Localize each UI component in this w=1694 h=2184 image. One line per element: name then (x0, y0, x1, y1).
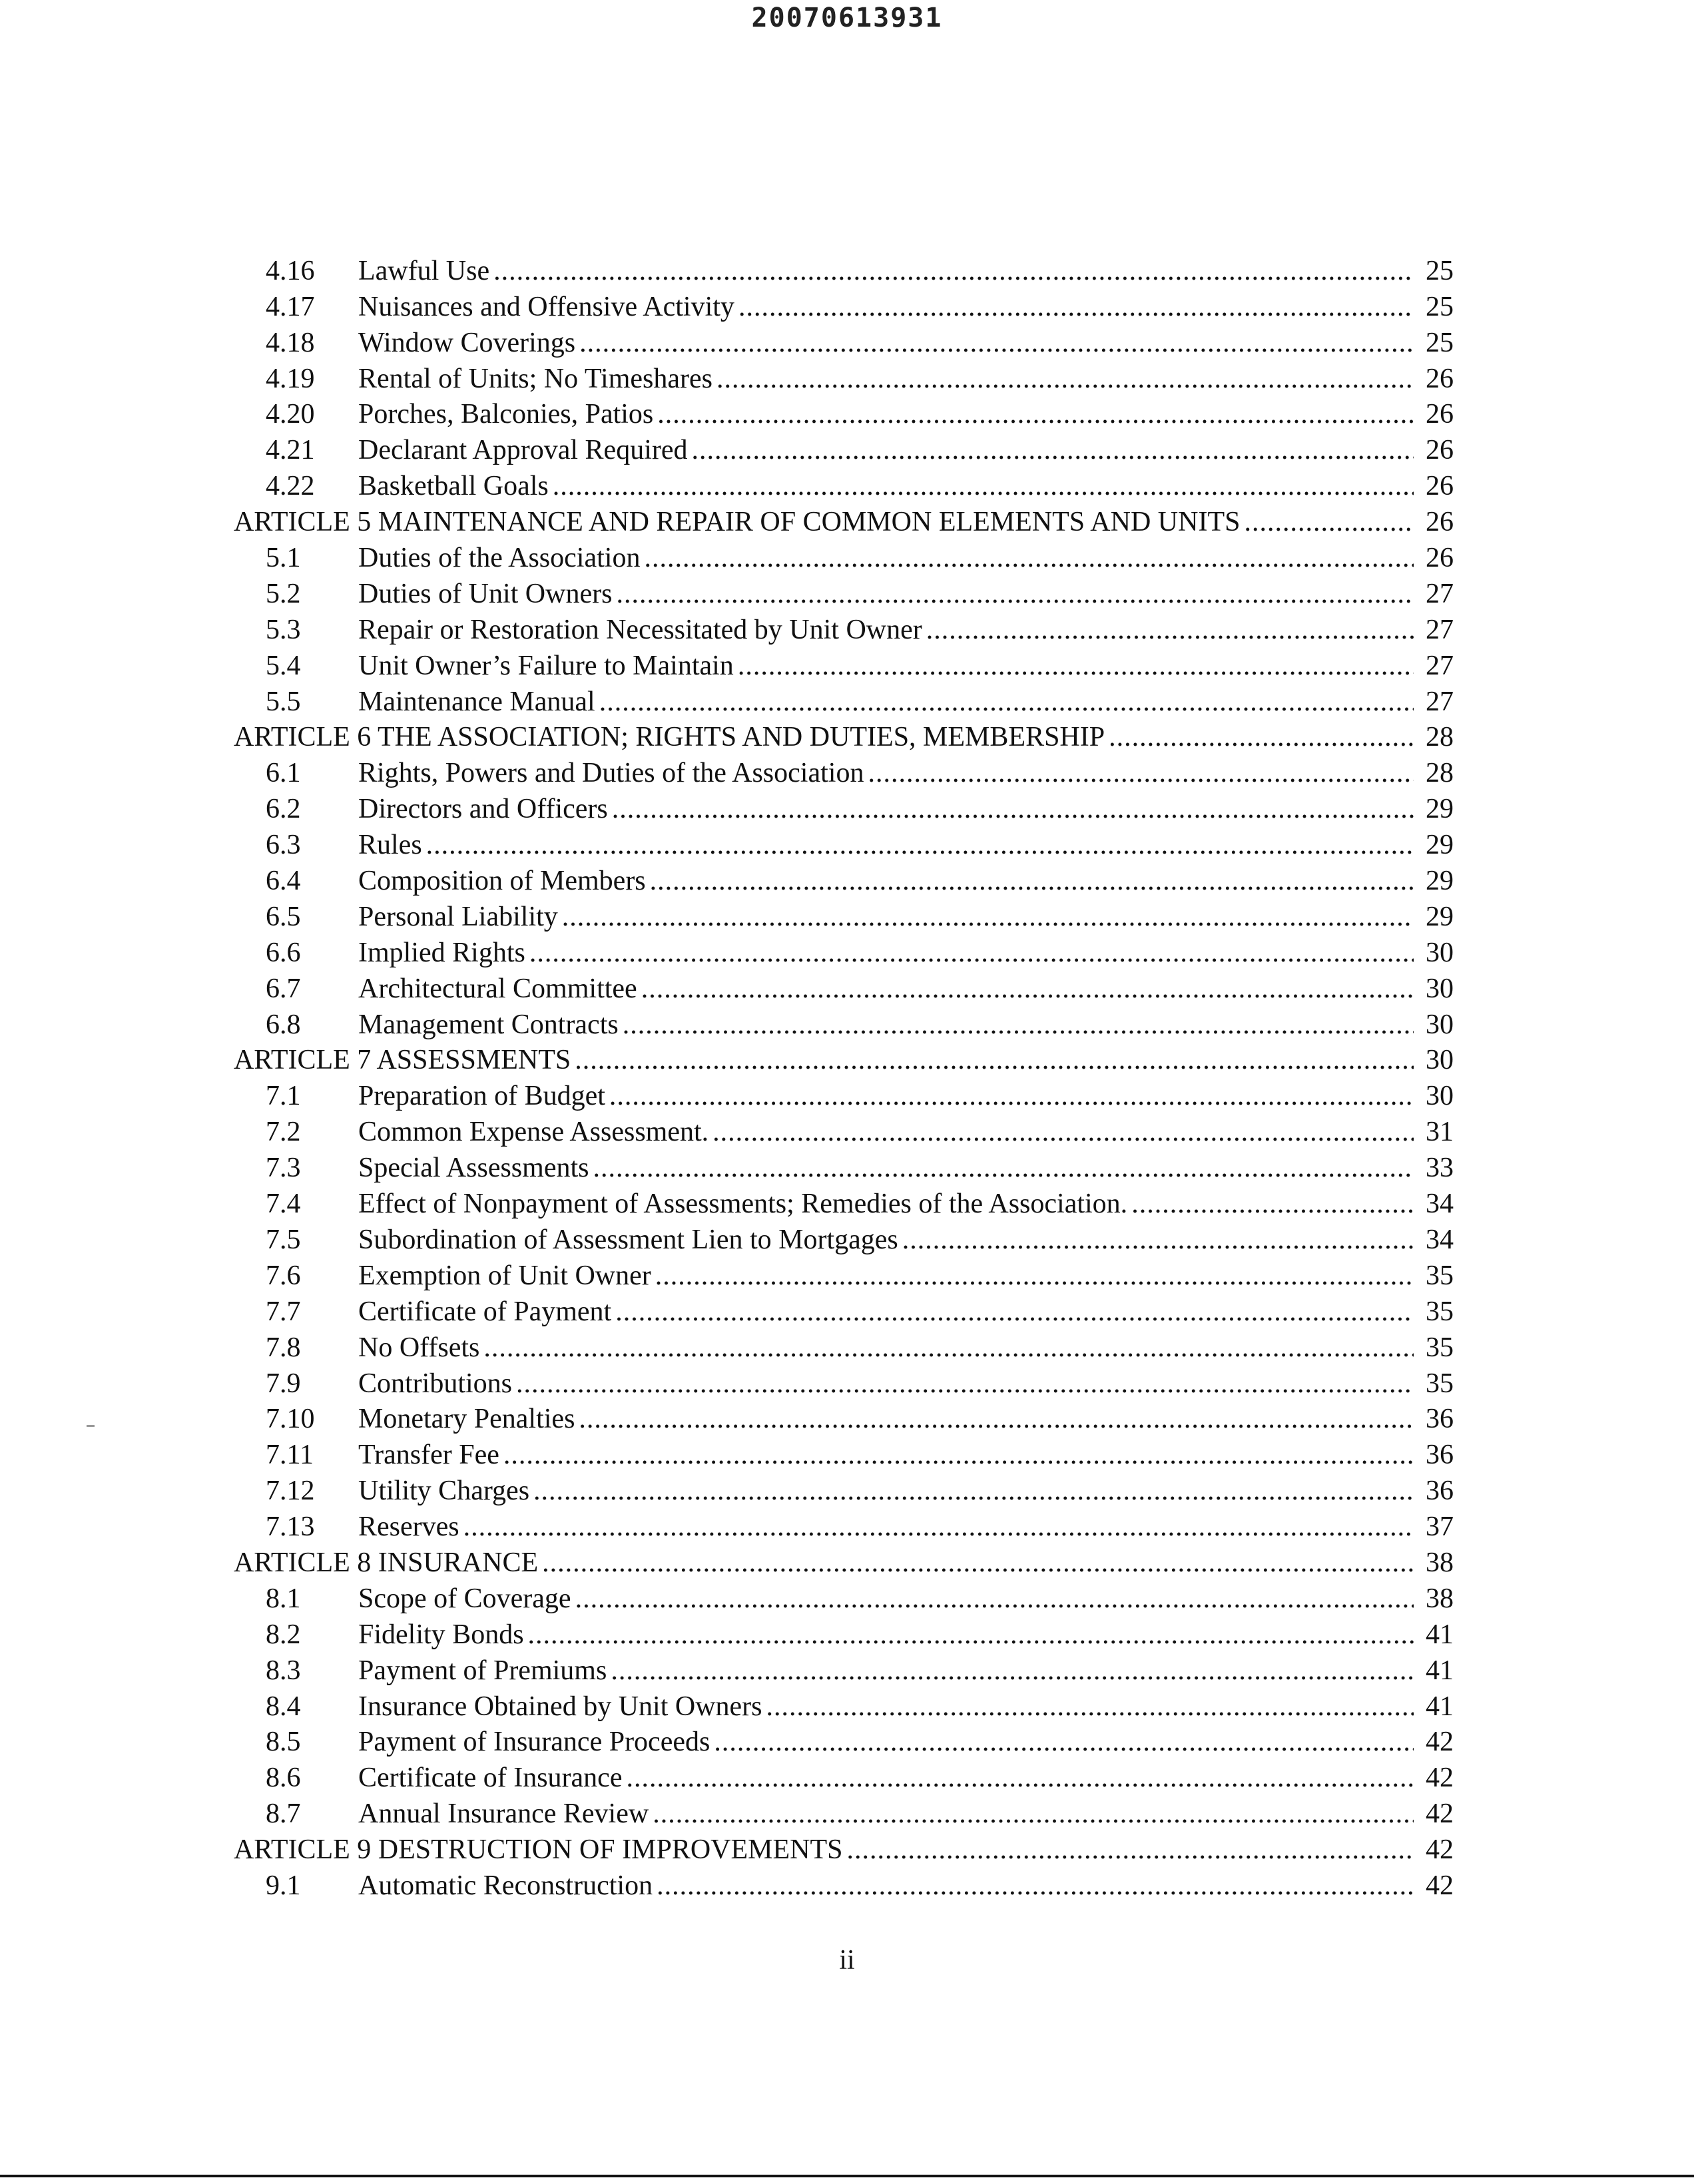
toc-section-row (234, 360, 1454, 396)
toc-section-number: 7.12 (266, 1476, 315, 1507)
toc-section-number: 5.4 (266, 650, 301, 681)
toc-section-number: 7.5 (266, 1224, 301, 1255)
toc-dot-leader (712, 1115, 1414, 1149)
toc-page-number: 38 (1426, 1583, 1454, 1614)
toc-section-title: Annual Insurance Review (358, 1798, 649, 1830)
toc-section-title: Subordination of Assessment Lien to Mortgages (358, 1224, 898, 1255)
toc-article-row (234, 1543, 1454, 1579)
toc-section-row (234, 396, 1454, 431)
toc-section-title: Composition of Members (358, 866, 646, 897)
toc-section-number: 4.16 (266, 255, 315, 286)
toc-section-title: Management Contracts (358, 1009, 619, 1040)
toc-dot-leader (716, 362, 1414, 396)
toc-section-number: 4.18 (266, 327, 315, 358)
toc-page-number: 34 (1426, 1189, 1454, 1220)
toc-section-row (234, 1651, 1454, 1687)
toc-section-title: Special Assessments (358, 1153, 589, 1184)
toc-section-row (234, 575, 1454, 611)
toc-dot-leader (615, 1295, 1414, 1328)
toc-article-title: ARTICLE 8 INSURANCE (234, 1547, 539, 1578)
toc-dot-leader (528, 1618, 1414, 1651)
toc-dot-leader (847, 1833, 1414, 1866)
toc-section-title: Declarant Approval Required (358, 435, 688, 466)
toc-section-title: Fidelity Bonds (358, 1619, 524, 1650)
toc-dot-leader (926, 613, 1414, 647)
toc-dot-leader (609, 1079, 1414, 1113)
toc-page-number: 42 (1426, 1834, 1454, 1866)
toc-article-row (234, 503, 1454, 539)
toc-page-number: 35 (1426, 1296, 1454, 1327)
toc-dot-leader (1131, 1187, 1414, 1221)
toc-section-number: 8.2 (266, 1619, 301, 1650)
toc-dot-leader (593, 1151, 1414, 1185)
toc-section-title: Directors and Officers (358, 794, 608, 825)
toc-dot-leader (612, 792, 1414, 826)
toc-article-row (234, 1041, 1454, 1077)
toc-section-row (234, 682, 1454, 718)
toc-dot-leader (611, 1654, 1414, 1687)
toc-dot-leader (426, 828, 1414, 862)
toc-section-number: 7.4 (266, 1189, 301, 1220)
toc-dot-leader (868, 756, 1414, 790)
toc-section-title: Automatic Reconstruction (358, 1870, 653, 1901)
toc-section-title: Preparation of Budget (358, 1081, 605, 1112)
toc-section-title: Reserves (358, 1511, 459, 1543)
toc-page-number: 31 (1426, 1117, 1454, 1148)
toc-dot-leader (616, 577, 1414, 611)
toc-section-title: Certificate of Payment (358, 1296, 612, 1327)
toc-section-row (234, 826, 1454, 862)
toc-page-number: 29 (1426, 901, 1454, 932)
toc-section-row (234, 1472, 1454, 1507)
toc-page-number: 29 (1426, 866, 1454, 897)
toc-page-number: 27 (1426, 686, 1454, 717)
toc-section-row (234, 1759, 1454, 1794)
table-of-contents (234, 252, 1454, 1902)
toc-section-number: 8.5 (266, 1727, 301, 1758)
toc-page-number: 26 (1426, 471, 1454, 502)
toc-section-row (234, 1507, 1454, 1543)
toc-dot-leader (738, 290, 1414, 324)
toc-section-row (234, 898, 1454, 934)
toc-dot-leader (516, 1367, 1414, 1400)
toc-section-row (234, 1149, 1454, 1185)
toc-section-title: Contributions (358, 1368, 513, 1399)
toc-page-number: 42 (1426, 1727, 1454, 1758)
toc-section-row (234, 969, 1454, 1005)
toc-dot-leader (626, 1761, 1414, 1794)
toc-section-number: 4.22 (266, 471, 315, 502)
toc-section-row (234, 1364, 1454, 1400)
toc-section-title: Rental of Units; No Timeshares (358, 363, 712, 394)
toc-dot-leader (644, 541, 1414, 575)
toc-section-row (234, 1077, 1454, 1113)
toc-section-title: Window Coverings (358, 327, 576, 358)
toc-section-row (234, 1292, 1454, 1328)
toc-section-title: Utility Charges (358, 1476, 530, 1507)
toc-dot-leader (503, 1438, 1414, 1472)
toc-section-row (234, 862, 1454, 898)
toc-section-row (234, 467, 1454, 503)
toc-section-title: Effect of Nonpayment of Assessments; Remedies of the Association. (358, 1189, 1128, 1220)
toc-section-row (234, 539, 1454, 575)
toc-section-title: Duties of Unit Owners (358, 578, 613, 609)
toc-section-number: 6.2 (266, 794, 301, 825)
toc-section-title: Lawful Use (358, 255, 490, 286)
toc-section-number: 6.3 (266, 830, 301, 861)
toc-section-title: Rules (358, 830, 422, 861)
toc-section-row (234, 1866, 1454, 1902)
page-number: ii (839, 1945, 855, 1976)
toc-section-number: 5.5 (266, 686, 301, 717)
toc-section-number: 7.8 (266, 1332, 301, 1363)
toc-section-number: 7.11 (266, 1440, 314, 1471)
toc-section-title: Maintenance Manual (358, 686, 595, 717)
toc-section-number: 8.1 (266, 1583, 301, 1614)
toc-dot-leader (1244, 505, 1414, 539)
toc-section-row (234, 1615, 1454, 1651)
toc-dot-leader (714, 1725, 1414, 1759)
toc-section-number: 7.3 (266, 1153, 301, 1184)
toc-section-title: Unit Owner’s Failure to Maintain (358, 650, 734, 681)
toc-page-number: 34 (1426, 1224, 1454, 1255)
toc-page-number: 26 (1426, 363, 1454, 394)
toc-dot-leader (738, 649, 1414, 682)
toc-section-row (234, 647, 1454, 682)
toc-dot-leader (657, 1869, 1414, 1902)
toc-section-title: Architectural Committee (358, 973, 637, 1004)
toc-section-number: 7.9 (266, 1368, 301, 1399)
toc-section-number: 7.13 (266, 1511, 315, 1543)
toc-dot-leader (691, 433, 1414, 467)
toc-dot-leader (599, 685, 1414, 718)
toc-section-number: 5.1 (266, 543, 301, 574)
toc-page-number: 26 (1426, 435, 1454, 466)
toc-dot-leader (529, 936, 1414, 969)
toc-page-number: 30 (1426, 1009, 1454, 1040)
toc-section-number: 4.17 (266, 291, 315, 322)
toc-section-row (234, 1185, 1454, 1221)
toc-page-number: 29 (1426, 794, 1454, 825)
toc-section-number: 5.3 (266, 614, 301, 645)
toc-section-row (234, 252, 1454, 288)
toc-dot-leader (653, 1797, 1414, 1830)
toc-dot-leader (463, 1510, 1414, 1543)
toc-page-number: 25 (1426, 291, 1454, 322)
toc-article-title: ARTICLE 7 ASSESSMENTS (234, 1045, 571, 1076)
toc-section-title: Implied Rights (358, 937, 525, 968)
toc-page-number: 36 (1426, 1476, 1454, 1507)
toc-page-number: 26 (1426, 507, 1454, 538)
toc-section-row (234, 1794, 1454, 1830)
toc-section-title: Porches, Balconies, Patios (358, 399, 654, 430)
toc-dot-leader (650, 864, 1414, 898)
toc-dot-leader (575, 1043, 1414, 1077)
toc-page-number: 41 (1426, 1691, 1454, 1722)
toc-section-number: 7.7 (266, 1296, 301, 1327)
toc-section-title: Payment of Insurance Proceeds (358, 1727, 710, 1758)
toc-section-number: 8.7 (266, 1798, 301, 1830)
toc-dot-leader (766, 1690, 1414, 1723)
toc-article-title: ARTICLE 6 THE ASSOCIATION; RIGHTS AND DUTIES, MEMBERSHIP (234, 722, 1105, 753)
toc-page-number: 41 (1426, 1655, 1454, 1686)
toc-section-number: 5.2 (266, 578, 301, 609)
toc-section-number: 8.6 (266, 1763, 301, 1794)
toc-page-number: 33 (1426, 1153, 1454, 1184)
toc-dot-leader (641, 972, 1414, 1005)
toc-section-title: Certificate of Insurance (358, 1763, 623, 1794)
toc-page-number: 30 (1426, 1081, 1454, 1112)
toc-page-number: 25 (1426, 255, 1454, 286)
toc-section-title: Nuisances and Offensive Activity (358, 291, 734, 322)
toc-dot-leader (657, 398, 1414, 431)
toc-page-number: 30 (1426, 937, 1454, 968)
toc-page-number: 25 (1426, 327, 1454, 358)
toc-article-title: ARTICLE 5 MAINTENANCE AND REPAIR OF COMMON ELEMENTS AND UNITS (234, 507, 1241, 538)
toc-section-row (234, 934, 1454, 969)
toc-section-row (234, 431, 1454, 467)
toc-section-row (234, 611, 1454, 647)
toc-section-title: Monetary Penalties (358, 1404, 575, 1435)
toc-section-title: Duties of the Association (358, 543, 641, 574)
toc-section-number: 6.7 (266, 973, 301, 1004)
toc-section-row (234, 1687, 1454, 1723)
toc-section-number: 6.1 (266, 758, 301, 789)
toc-page-number: 42 (1426, 1798, 1454, 1830)
scan-speck (87, 1425, 95, 1427)
toc-dot-leader (553, 469, 1414, 503)
toc-page-number: 36 (1426, 1404, 1454, 1435)
toc-section-title: Exemption of Unit Owner (358, 1260, 651, 1291)
toc-page-number: 30 (1426, 1045, 1454, 1076)
toc-page-number: 28 (1426, 722, 1454, 753)
toc-section-number: 6.6 (266, 937, 301, 968)
toc-section-number: 6.4 (266, 866, 301, 897)
toc-section-title: Common Expense Assessment. (358, 1117, 709, 1148)
toc-dot-leader (655, 1259, 1414, 1292)
toc-section-row (234, 790, 1454, 826)
toc-dot-leader (575, 1582, 1414, 1615)
toc-page-number: 28 (1426, 758, 1454, 789)
toc-page-number: 35 (1426, 1260, 1454, 1291)
toc-section-title: Rights, Powers and Duties of the Association (358, 758, 864, 789)
toc-section-row (234, 324, 1454, 360)
toc-page-number: 29 (1426, 830, 1454, 861)
toc-page-number: 30 (1426, 973, 1454, 1004)
toc-section-row (234, 1400, 1454, 1436)
toc-section-title: Transfer Fee (358, 1440, 499, 1471)
toc-article-title: ARTICLE 9 DESTRUCTION OF IMPROVEMENTS (234, 1834, 843, 1866)
toc-article-row (234, 718, 1454, 754)
toc-dot-leader (623, 1008, 1414, 1041)
toc-page-number: 35 (1426, 1368, 1454, 1399)
toc-section-title: Personal Liability (358, 901, 558, 932)
scan-bottom-edge (0, 2175, 1694, 2177)
toc-section-row (234, 754, 1454, 790)
toc-page-number: 27 (1426, 650, 1454, 681)
toc-section-row (234, 1723, 1454, 1759)
toc-page-number: 27 (1426, 578, 1454, 609)
toc-section-number: 7.6 (266, 1260, 301, 1291)
toc-section-row (234, 1579, 1454, 1615)
toc-section-row (234, 1256, 1454, 1292)
toc-section-number: 7.10 (266, 1404, 315, 1435)
toc-page-number: 38 (1426, 1547, 1454, 1578)
toc-section-row (234, 1005, 1454, 1041)
toc-page-number: 26 (1426, 399, 1454, 430)
toc-dot-leader (542, 1546, 1414, 1579)
toc-section-number: 9.1 (266, 1870, 301, 1901)
toc-dot-leader (483, 1331, 1414, 1364)
toc-section-title: Repair or Restoration Necessitated by Unit Owner (358, 614, 922, 645)
toc-section-row (234, 288, 1454, 324)
toc-dot-leader (533, 1474, 1414, 1507)
toc-dot-leader (579, 1402, 1414, 1436)
toc-article-row (234, 1830, 1454, 1866)
toc-section-number: 7.1 (266, 1081, 301, 1112)
document-id: 20070613931 (751, 3, 943, 33)
toc-dot-leader (1109, 720, 1414, 754)
toc-section-title: No Offsets (358, 1332, 480, 1363)
toc-page-number: 42 (1426, 1763, 1454, 1794)
toc-section-number: 6.8 (266, 1009, 301, 1040)
toc-dot-leader (493, 254, 1414, 288)
toc-section-number: 8.4 (266, 1691, 301, 1722)
toc-section-number: 4.21 (266, 435, 315, 466)
toc-section-title: Insurance Obtained by Unit Owners (358, 1691, 762, 1722)
toc-page-number: 26 (1426, 543, 1454, 574)
toc-section-number: 7.2 (266, 1117, 301, 1148)
toc-dot-leader (562, 900, 1414, 934)
toc-dot-leader (579, 326, 1414, 360)
toc-page-number: 41 (1426, 1619, 1454, 1650)
toc-section-title: Scope of Coverage (358, 1583, 571, 1614)
toc-page-number: 27 (1426, 614, 1454, 645)
toc-section-title: Basketball Goals (358, 471, 549, 502)
toc-page-number: 36 (1426, 1440, 1454, 1471)
toc-dot-leader (902, 1223, 1414, 1256)
toc-section-row (234, 1221, 1454, 1256)
toc-section-row (234, 1113, 1454, 1149)
toc-page-number: 35 (1426, 1332, 1454, 1363)
toc-section-number: 6.5 (266, 901, 301, 932)
toc-section-row (234, 1328, 1454, 1364)
toc-page-number: 37 (1426, 1511, 1454, 1543)
toc-section-title: Payment of Premiums (358, 1655, 607, 1686)
toc-section-number: 8.3 (266, 1655, 301, 1686)
toc-page-number: 42 (1426, 1870, 1454, 1901)
toc-section-number: 4.19 (266, 363, 315, 394)
toc-section-number: 4.20 (266, 399, 315, 430)
toc-section-row (234, 1436, 1454, 1472)
